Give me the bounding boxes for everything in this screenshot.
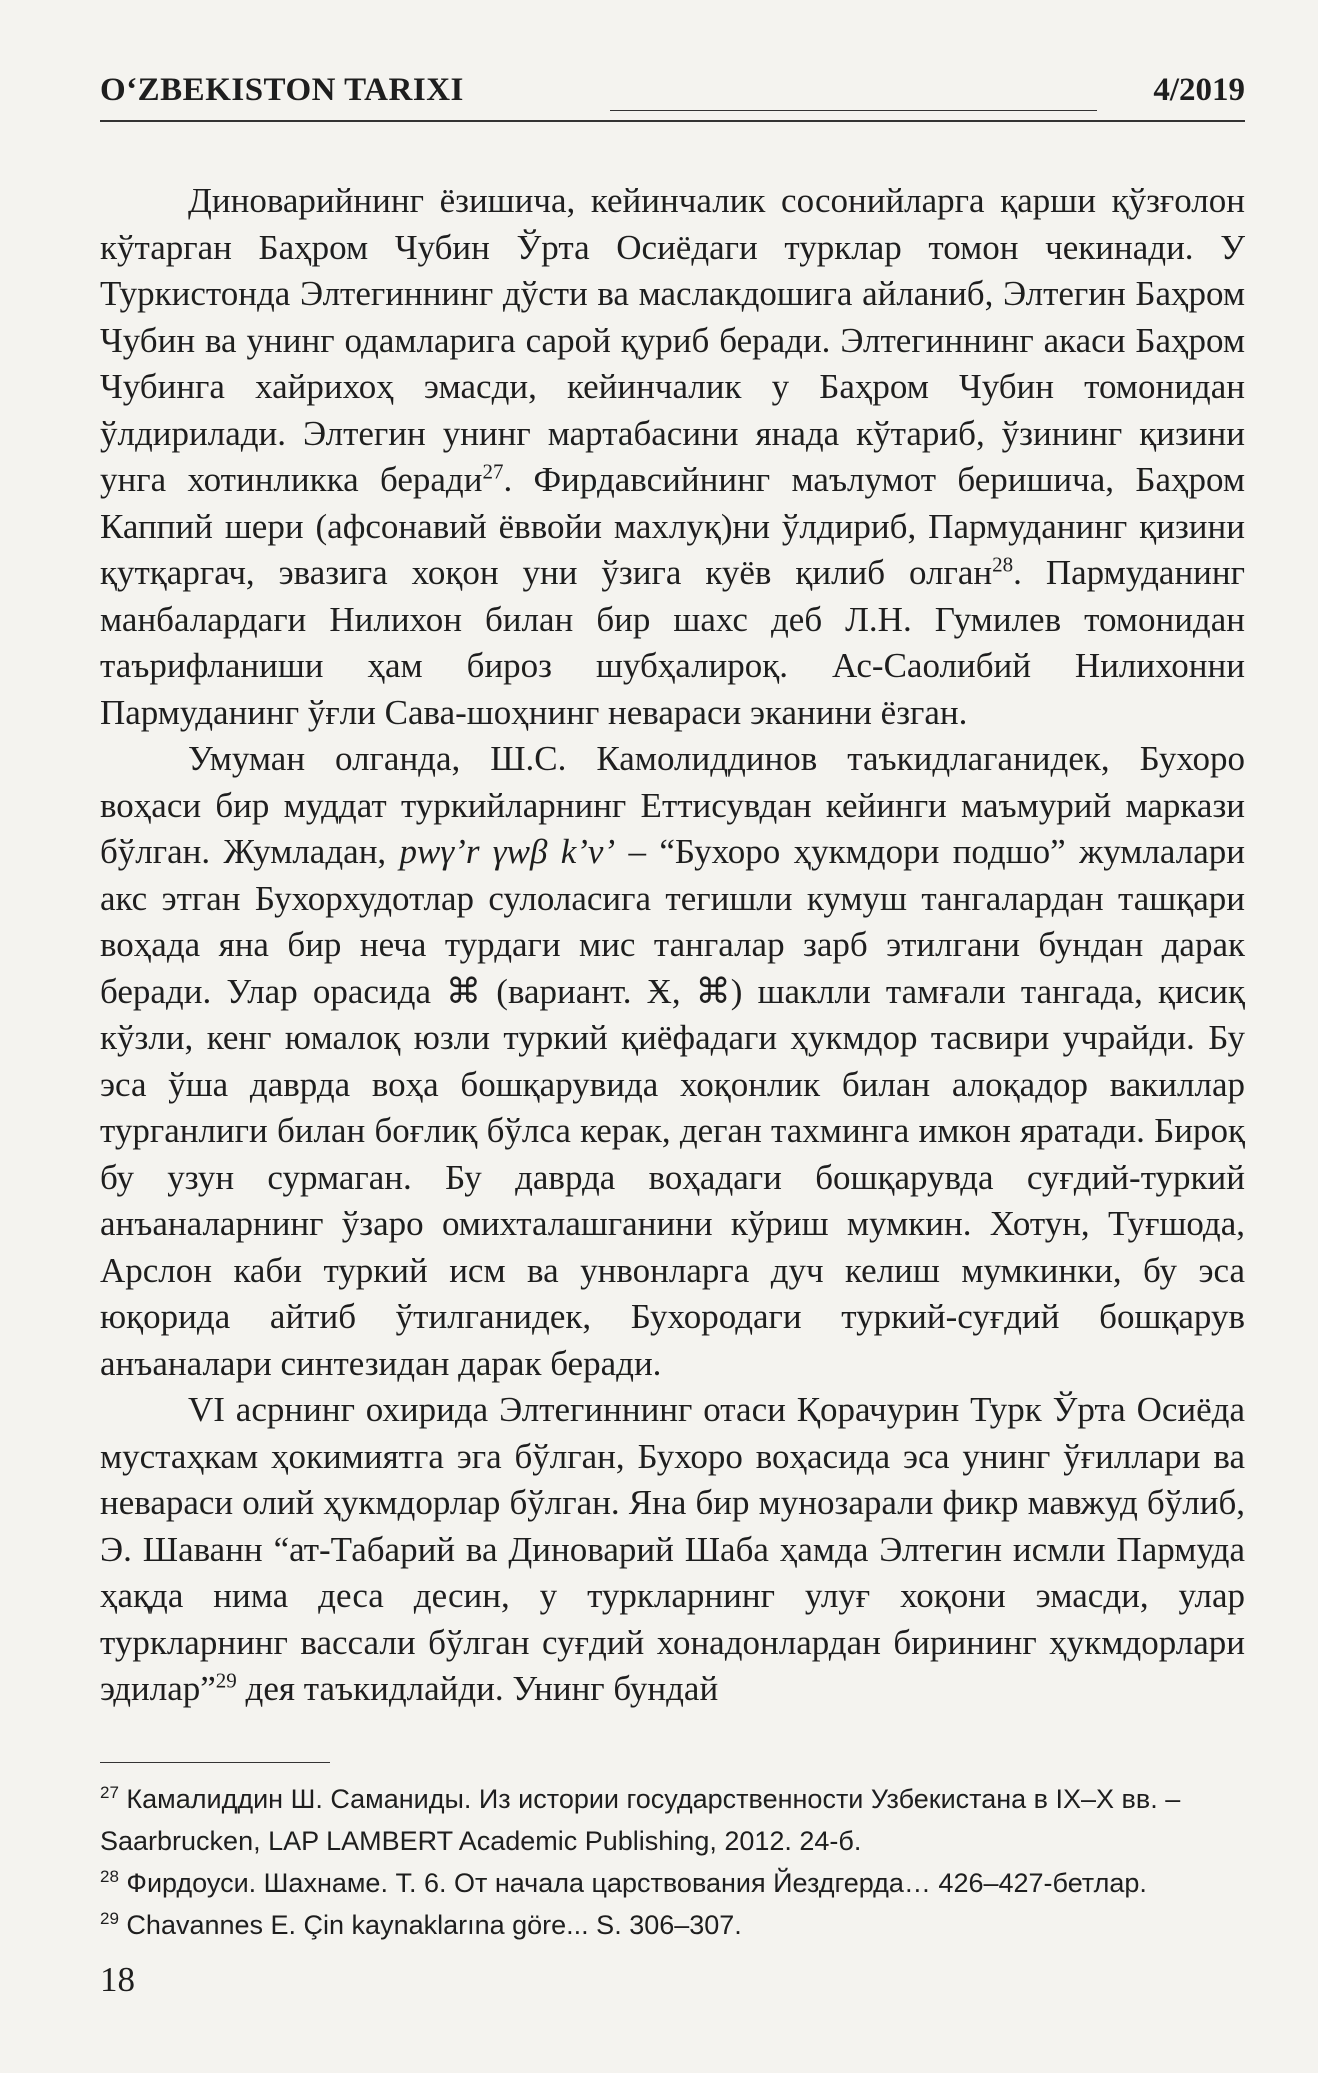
footnote	[100, 1778, 1245, 1862]
paragraph-text: . Пармуданинг манбалардаги Нилихон билан бир шахс деб Л.Н. Гумилев томонидан таърифланиши ҳам бироз шубҳалироқ. Ас-Саолибий Нилихонни Пармуданинг ўғли Сава-шоҳнинг невараси эканини ёзган.	[100, 553, 1245, 732]
footnote-ref: 28	[992, 552, 1014, 577]
page-number: 18	[100, 1960, 135, 1999]
footnote-ref: 27	[482, 459, 504, 484]
footnote-ref: 29	[215, 1668, 237, 1693]
header-rule	[610, 110, 1097, 111]
footnote	[100, 1904, 1245, 1946]
paragraph	[100, 1387, 1245, 1713]
running-header	[100, 70, 1245, 122]
footnote-text: Фирдоуси. Шахнаме. Т. 6. От начала царствования Йездгерда… 426–427-бетлар.	[118, 1868, 1147, 1898]
footnote-number: 29	[100, 1909, 119, 1928]
footnote-text: Chavannes E. Çin kaynaklarına göre... S. 306–307.	[118, 1910, 742, 1940]
footnote	[100, 1862, 1245, 1904]
footnote-separator	[100, 1762, 330, 1763]
paragraph-text: . Фирдавсийнинг маълумот беришича, Баҳром Каппий шери (афсонавий ёввойи махлуқ)ни ўлдириб, Пармуданинг қизини қутқаргач, эвазига хоқон уни ўзига куёв қилиб олган	[100, 460, 1246, 592]
body-text	[100, 178, 1245, 1713]
italic-transliteration: pwγ’r γwβ k’v’	[399, 832, 616, 871]
paragraph-text: Умуман олганда, Ш.С. Камолиддинов таъкидлаганидек, Бухоро воҳаси бир муддат туркийларнинг Еттисувдан кейинги маъмурий маркази бўлган. Жумладан,	[100, 739, 1245, 871]
journal-title: O‘ZBEKISTON TARIXI	[100, 72, 464, 108]
footnote-text: Камалиддин Ш. Саманиды. Из истории государственности Узбекистана в IX–X вв. – Saarbrucken, LAP LAMBERT Academic Publishing, 2012. 24-б.	[100, 1784, 1181, 1856]
footnote-number: 28	[100, 1867, 119, 1886]
paragraph-text: VI асрнинг охирида Элтегиннинг отаси Қорачурин Турк Ўрта Осиёда мустаҳкам ҳокимиятга эга бўлган, Бухоро воҳасида эса унинг ўғиллари ва невараси олий ҳукмдорлар бўлган. Яна бир мунозарали фикр мавжуд бўлиб, Э. Шаванн “ат-Табарий ва Диноварий Шаба ҳамда Элтегин исмли Пармуда ҳақда нима деса десин, у туркларнинг улуғ хоқони эмасди, улар туркларнинг вассали бўлган суғдий хонадонлардан бирининг ҳукмдорлари эдилар”	[100, 1390, 1245, 1708]
paragraph-text: Диноварийнинг ёзишича, кейинчалик сосонийларга қарши қўзғолон кўтарган Баҳром Чубин Ўрта Осиёдаги турклар томон чекинади. У Туркистонда Элтегиннинг дўсти ва маслакдошига айланиб, Элтегин Баҳром Чубин ва унинг одамларига сарой қуриб беради. Элтегиннинг акаси Баҳром Чубинга хайрихоҳ эмасди, кейинчалик у Баҳром Чубин томонидан ўлдирилади. Элтегин унинг мартабасини янада кўтариб, ўзининг қизини унга хотинликка беради	[100, 181, 1245, 499]
paragraph	[100, 736, 1245, 1387]
paragraph-text: – “Бухоро ҳукмдори подшо” жумлалари акс этган Бухорхудотлар сулоласига тегишли кумуш тангалардан ташқари воҳада яна бир неча турдаги мис тангалар зарб этилгани бундан дарак беради. Улар орасида ⌘ (вариант. Ӿ, ⌘) шаклли тамғали тангада, қисиқ кўзли, кенг юмалоқ юзли туркий қиёфадаги ҳукмдор тасвири учрайди. Бу эса ўша даврда воҳа бошқарувида хоқонлик билан алоқадор вакиллар турганлиги билан боғлиқ бўлса керак, деган тахминга имкон яратади. Бироқ бу узун сурмаган. Бу даврда воҳадаги бошқарувда суғдий-туркий анъаналарнинг ўзаро омихталашганини кўриш мумкин. Хотун, Туғшода, Арслон каби туркий исм ва унвонларга дуч келиш мумкинки, бу эса юқорида айтиб ўтилганидек, Бухородаги туркий-суғдий бошқарув анъаналари синтезидан дарак беради.	[100, 832, 1245, 1383]
paragraph	[100, 178, 1245, 736]
paragraph-text: дея таъкидлайди. Унинг бундай	[236, 1669, 719, 1708]
footnotes	[100, 1778, 1245, 1946]
footnote-number: 27	[100, 1783, 119, 1802]
issue-number: 4/2019	[1153, 72, 1245, 108]
